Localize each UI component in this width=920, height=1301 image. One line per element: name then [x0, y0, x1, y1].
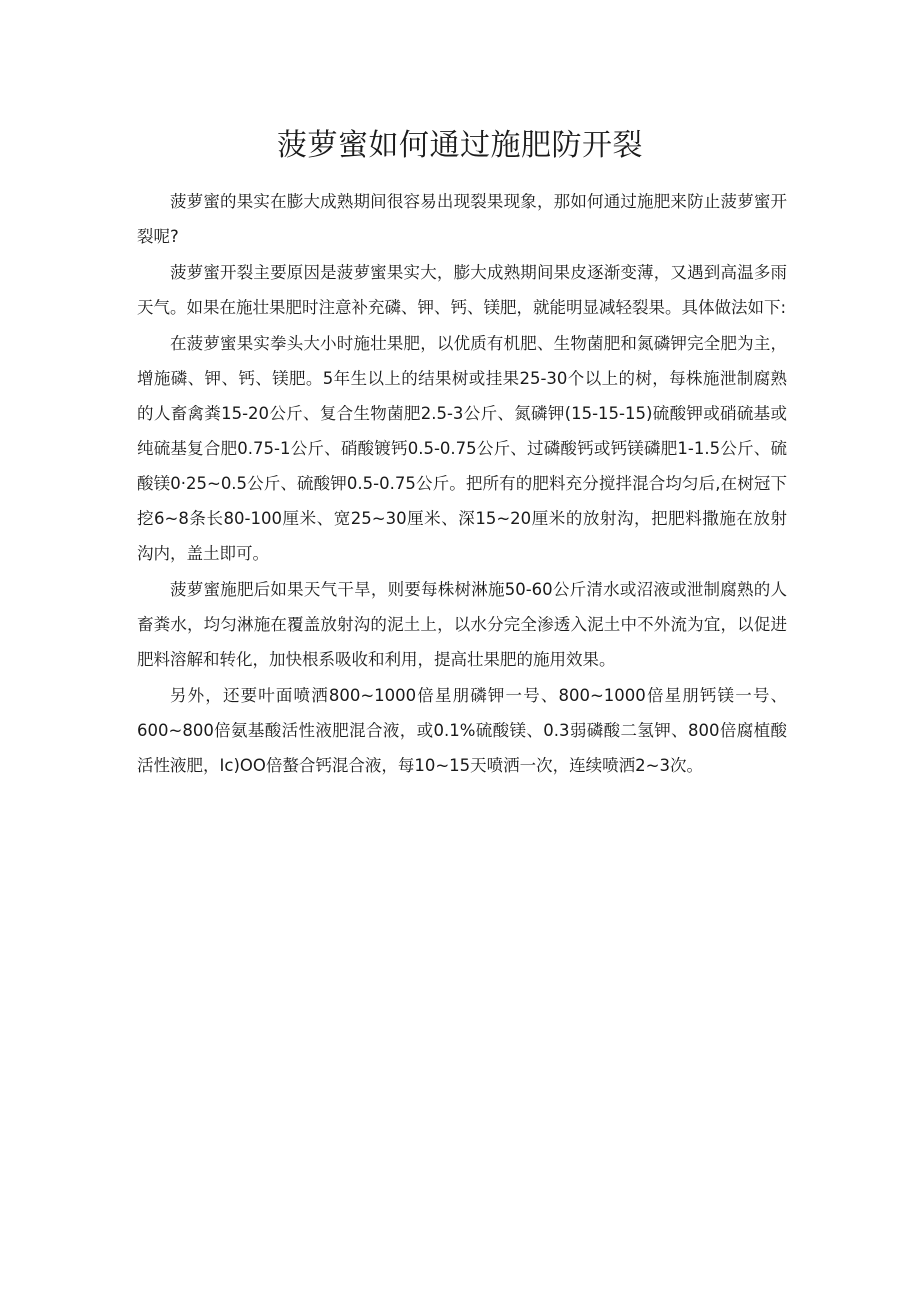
paragraph-irrigation: 菠萝蜜施肥后如果天气干旱，则要每株树淋施50-60公斤清水或沼液或泄制腐熟的人畜粪水，均匀淋施在覆盖放射沟的泥土上，以水分完全渗透入泥土中不外流为宜，以促进肥料溶解和转化，加快根系吸收和利用，提高壮果肥的施用效果。 — [137, 580, 787, 669]
paragraph-intro: 菠萝蜜的果实在膨大成熟期间很容易出现裂果现象，那如何通过施肥来防止菠萝蜜开裂呢? — [137, 192, 787, 246]
paragraph-foliar-spray: 另外，还要叶面喷洒800~1000倍星朋磷钾一号、800~1000倍星朋钙镁一号、600~800倍氨基酸活性液肥混合液，或0.1%硫酸镁、0.3弱磷酸二氢钾、800倍腐植酸活性液肥，Ic)OO倍螯合钙混合液，每10~15天喷洒一次，连续喷洒2~3次。 — [137, 686, 787, 775]
document-body — [137, 184, 787, 783]
paragraph-fertilizer-method: 在菠萝蜜果实拳头大小时施壮果肥，以优质有机肥、生物菌肥和氮磷钾完全肥为主，增施磷、钾、钙、镁肥。5年生以上的结果树或挂果25-30个以上的树，每株施泄制腐熟的人畜禽粪15-20公斤、复合生物菌肥2.5-3公斤、氮磷钾(15-15-15)硫酸钾或硝硫基或纯硫基复合肥0.75-1公斤、硝酸镀钙0.5-0.75公斤、过磷酸钙或钙镁磷肥1-1.5公斤、硫酸镁0·25~0.5公斤、硫酸钾0.5-0.75公斤。把所有的肥料充分搅拌混合均匀后,在树冠下挖6~8条长80-100厘米、宽25~30厘米、深15~20厘米的放射沟，把肥料撒施在放射沟内，盖土即可。 — [137, 334, 787, 563]
document-title: 菠萝蜜如何通过施肥防开裂 — [277, 128, 643, 163]
paragraph-cause: 菠萝蜜开裂主要原因是菠萝蜜果实大，膨大成熟期间果皮逐渐变薄，又遇到高温多雨天气。如果在施壮果肥时注意补充磷、钾、钙、镁肥，就能明显减轻裂果。具体做法如下: — [137, 263, 787, 317]
